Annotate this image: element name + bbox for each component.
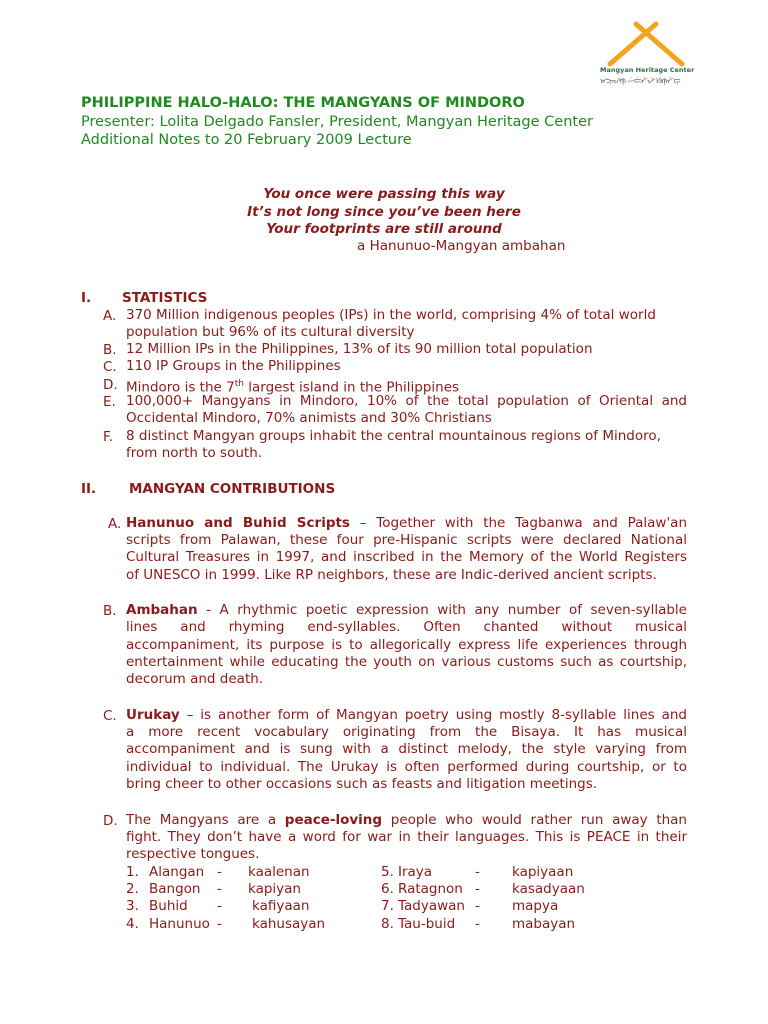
peace-word-group: Tadyawan <box>398 898 465 914</box>
list-item-text-pre: Mindoro is the 7 <box>126 379 235 396</box>
peace-word-dash: - <box>475 864 480 880</box>
list-item-text: individual to individual. The Urukay is often performed during courtship, or to <box>126 759 687 775</box>
peace-word-row <box>126 916 326 932</box>
peace-word-group: Iraya <box>398 864 433 880</box>
list-letter: B. <box>103 603 117 619</box>
list-item-text: population but 96% of its cultural diversity <box>126 324 415 340</box>
list-letter: F. <box>103 429 113 445</box>
list-item-text <box>126 515 687 532</box>
list-letter: A. <box>108 516 122 532</box>
peace-word-group: Bangon <box>149 881 201 897</box>
section-numeral: II. <box>81 481 97 497</box>
peace-word-dash: - <box>217 864 222 880</box>
list-item-text: 100,000+ Mangyans in Mindoro, 10% of the total population of Oriental and <box>126 393 687 409</box>
peace-word-row <box>381 881 585 897</box>
list-letter: D. <box>103 377 118 393</box>
poem-line: It’s not long since you’ve been here <box>247 204 521 220</box>
list-item-text: of UNESCO in 1999. Like RP neighbors, these are Indic-derived ancient scripts. <box>126 567 657 583</box>
peace-word-dash: - <box>217 916 222 932</box>
list-item-text: scripts from Palawan, these four pre-Hispanic scripts were declared National <box>126 532 687 548</box>
peace-word: kapiyaan <box>512 864 574 880</box>
list-letter: E. <box>103 394 116 410</box>
list-letter: A. <box>103 308 117 324</box>
list-item-text: accompaniment, its purpose is to allegorically express life experiences through <box>126 637 687 653</box>
list-item-text-post: largest island in the Philippines <box>243 379 460 396</box>
list-item-text: Cultural Treasures in 1997, and inscribed in the Memory of the World Registers <box>126 549 687 565</box>
section-title-statistics: STATISTICS <box>122 290 208 306</box>
peace-word-number: 7. <box>381 898 394 914</box>
mangyan-heritage-logo <box>596 20 702 90</box>
list-item-text: 8 distinct Mangyan groups inhabit the central mountainous regions of Mindoro, <box>126 428 661 444</box>
peace-word: mapya <box>512 898 559 914</box>
peace-word-dash: - <box>475 881 480 897</box>
peace-word-number: 5. <box>381 864 394 880</box>
list-item-text: from north to south. <box>126 445 263 461</box>
list-item-text: entertainment while educating the youth on various customs such as courtship, <box>126 654 687 670</box>
list-item-text-rest: – is another form of Mangyan poetry using mostly 8-syllable lines and <box>179 707 687 723</box>
peace-word-group: Ratagnon <box>398 881 463 897</box>
list-item-text: lines and rhyming end-syllables. Often chanted without musical <box>126 619 687 635</box>
crossed-poles-icon <box>596 20 702 70</box>
list-item-text: 370 Million indigenous peoples (IPs) in the world, comprising 4% of total world <box>126 307 656 323</box>
list-item-text <box>126 812 687 829</box>
list-item-text: Occidental Mindoro, 70% animists and 30% Christians <box>126 410 492 426</box>
peace-word-dash: - <box>475 916 480 932</box>
list-item-text: decorum and death. <box>126 671 264 687</box>
peace-word-dash: - <box>475 898 480 914</box>
superscript-ordinal: th <box>234 379 244 389</box>
peace-word: kaalenan <box>248 864 310 880</box>
peace-word-row <box>126 898 310 914</box>
list-item-text <box>126 602 687 619</box>
list-item-text-pre: The Mangyans are a <box>126 812 285 828</box>
peace-word-number: 1. <box>126 864 139 880</box>
poem-line: Your footprints are still around <box>266 221 502 237</box>
list-item-text: respective tongues. <box>126 846 260 862</box>
logo-name: Mangyan Heritage Center <box>600 66 695 74</box>
list-letter: C. <box>103 359 117 375</box>
peace-word-number: 6. <box>381 881 394 897</box>
term-heading: Urukay <box>126 707 180 723</box>
list-item-text: 12 Million IPs in the Philippines, 13% of its 90 million total population <box>126 341 593 357</box>
poem-attribution: a Hanunuo-Mangyan ambahan <box>357 238 566 254</box>
peace-word-row <box>126 881 301 897</box>
section-title-contributions: MANGYAN CONTRIBUTIONS <box>129 481 336 497</box>
peace-word-dash: - <box>217 898 222 914</box>
peace-word-row <box>126 864 310 880</box>
peace-word-group: Buhid <box>149 898 188 914</box>
list-letter: D. <box>103 813 118 829</box>
logo-script-text: ᜋᜅ᜔ᜌᜈ᜔ ᜑᜒᜇᜒᜆᜒᜌᜒ ᜐᜒᜈ᜔ᜆᜒᜇ᜔ <box>600 77 681 85</box>
peace-word-number: 2. <box>126 881 139 897</box>
term-heading: Hanunuo and Buhid Scripts <box>126 515 350 531</box>
peace-word-number: 8. <box>381 916 394 932</box>
list-item-text: bring cheer to other occasions such as feasts and litigation meetings. <box>126 776 598 792</box>
list-item-text: 110 IP Groups in the Philippines <box>126 358 341 374</box>
section-numeral: I. <box>81 290 92 306</box>
peace-word-row <box>381 864 574 880</box>
peace-word-group: Tau-buid <box>398 916 456 932</box>
peace-word: kapiyan <box>248 881 301 897</box>
peace-word-number: 4. <box>126 916 139 932</box>
list-letter: B. <box>103 342 117 358</box>
peace-word: kahusayan <box>252 916 326 932</box>
list-item-text <box>126 707 687 724</box>
term-heading: peace-loving <box>284 812 383 828</box>
term-heading: Ambahan <box>126 602 198 618</box>
list-item-text-rest: people who would rather run away than <box>382 812 687 828</box>
peace-word-group: Hanunuo <box>149 916 210 932</box>
peace-word-group: Alangan <box>149 864 205 880</box>
peace-word: kasadyaan <box>512 881 585 897</box>
list-item-text-rest: - A rhythmic poetic expression with any number of seven-syllable <box>197 602 687 618</box>
presenter-line: Presenter: Lolita Delgado Fansler, President, Mangyan Heritage Center <box>81 114 593 130</box>
document-title: PHILIPPINE HALO-HALO: THE MANGYANS OF MINDORO <box>81 95 525 111</box>
peace-word: kafiyaan <box>252 898 310 914</box>
peace-word: mabayan <box>512 916 576 932</box>
list-item-text-rest: – Together with the Tagbanwa and Palaw'an <box>349 515 687 531</box>
list-letter: C. <box>103 708 117 724</box>
lecture-notes-line: Additional Notes to 20 February 2009 Lecture <box>81 132 412 148</box>
list-item-text: a more recent vocabulary originating from the Bisaya. It has musical <box>126 724 687 740</box>
peace-word-dash: - <box>217 881 222 897</box>
list-item-text: accompaniment and is sung with a distinct melody, the style varying from <box>126 741 687 757</box>
poem-line: You once were passing this way <box>263 186 505 202</box>
peace-word-row <box>381 898 559 914</box>
peace-word-number: 3. <box>126 898 139 914</box>
list-item-text: fight. They don’t have a word for war in their languages. This is PEACE in their <box>126 829 687 845</box>
peace-word-row <box>381 916 576 932</box>
